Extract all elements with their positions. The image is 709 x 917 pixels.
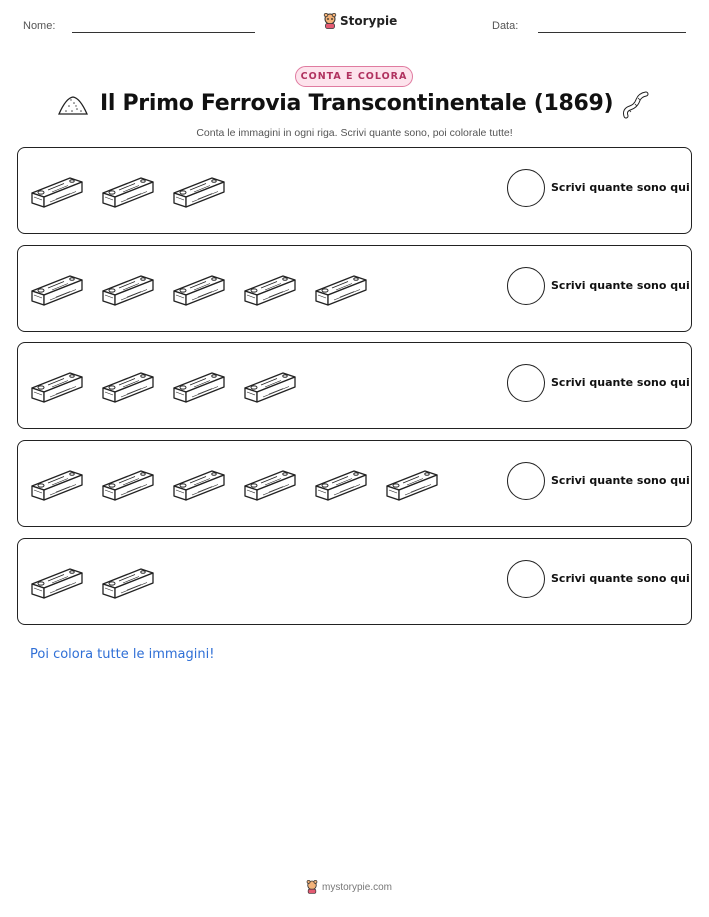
wooden-railroad-tie-icon	[314, 459, 368, 503]
wooden-railroad-tie-icon	[101, 264, 155, 308]
answer-prompt: Scrivi quante sono qui	[551, 572, 690, 585]
counting-row	[17, 440, 692, 527]
counting-row	[17, 538, 692, 625]
name-label: Nome:	[23, 20, 56, 32]
sand-pile-icon	[57, 94, 89, 116]
date-line[interactable]	[538, 32, 686, 33]
wooden-railroad-tie-icon	[172, 264, 226, 308]
answer-circle[interactable]	[507, 169, 545, 207]
item-group	[30, 166, 226, 210]
answer-prompt: Scrivi quante sono qui	[551, 474, 690, 487]
storypie-mascot-icon	[306, 880, 318, 894]
item-group	[30, 361, 297, 405]
answer-circle[interactable]	[507, 462, 545, 500]
item-group	[30, 459, 439, 503]
wooden-railroad-tie-icon	[101, 166, 155, 210]
answer-prompt: Scrivi quante sono qui	[551, 376, 690, 389]
counting-row	[17, 342, 692, 429]
date-label: Data:	[492, 20, 519, 32]
site-url: mystorypie.com	[322, 881, 393, 893]
wooden-railroad-tie-icon	[30, 557, 84, 601]
wooden-railroad-tie-icon	[30, 361, 84, 405]
wooden-railroad-tie-icon	[172, 459, 226, 503]
wooden-railroad-tie-icon	[30, 459, 84, 503]
wooden-railroad-tie-icon	[243, 459, 297, 503]
wooden-railroad-tie-icon	[243, 361, 297, 405]
wooden-railroad-tie-icon	[314, 264, 368, 308]
wooden-railroad-tie-icon	[101, 557, 155, 601]
answer-prompt: Scrivi quante sono qui	[551, 279, 690, 292]
worm-icon	[620, 90, 652, 122]
wooden-railroad-tie-icon	[30, 166, 84, 210]
answer-prompt: Scrivi quante sono qui	[551, 181, 690, 194]
item-group	[30, 264, 368, 308]
page-title: Il Primo Ferrovia Transcontinentale (1869)	[100, 91, 614, 116]
wooden-railroad-tie-icon	[243, 264, 297, 308]
wooden-railroad-tie-icon	[385, 459, 439, 503]
site-footer	[306, 880, 392, 894]
wooden-railroad-tie-icon	[101, 361, 155, 405]
answer-circle[interactable]	[507, 364, 545, 402]
counting-row	[17, 245, 692, 332]
item-group	[30, 557, 155, 601]
counting-row	[17, 147, 692, 234]
wooden-railroad-tie-icon	[30, 264, 84, 308]
brand-logo	[323, 13, 397, 29]
activity-badge: CONTA E COLORA	[295, 66, 413, 87]
wooden-railroad-tie-icon	[172, 361, 226, 405]
footer-note: Poi colora tutte le immagini!	[30, 647, 215, 662]
wooden-railroad-tie-icon	[172, 166, 226, 210]
brand-name: Storypie	[340, 14, 398, 28]
wooden-railroad-tie-icon	[101, 459, 155, 503]
name-line[interactable]	[72, 32, 255, 33]
storypie-mascot-icon	[323, 13, 337, 29]
answer-circle[interactable]	[507, 267, 545, 305]
answer-circle[interactable]	[507, 560, 545, 598]
instructions: Conta le immagini in ogni riga. Scrivi quante sono, poi colorale tutte!	[196, 127, 513, 139]
